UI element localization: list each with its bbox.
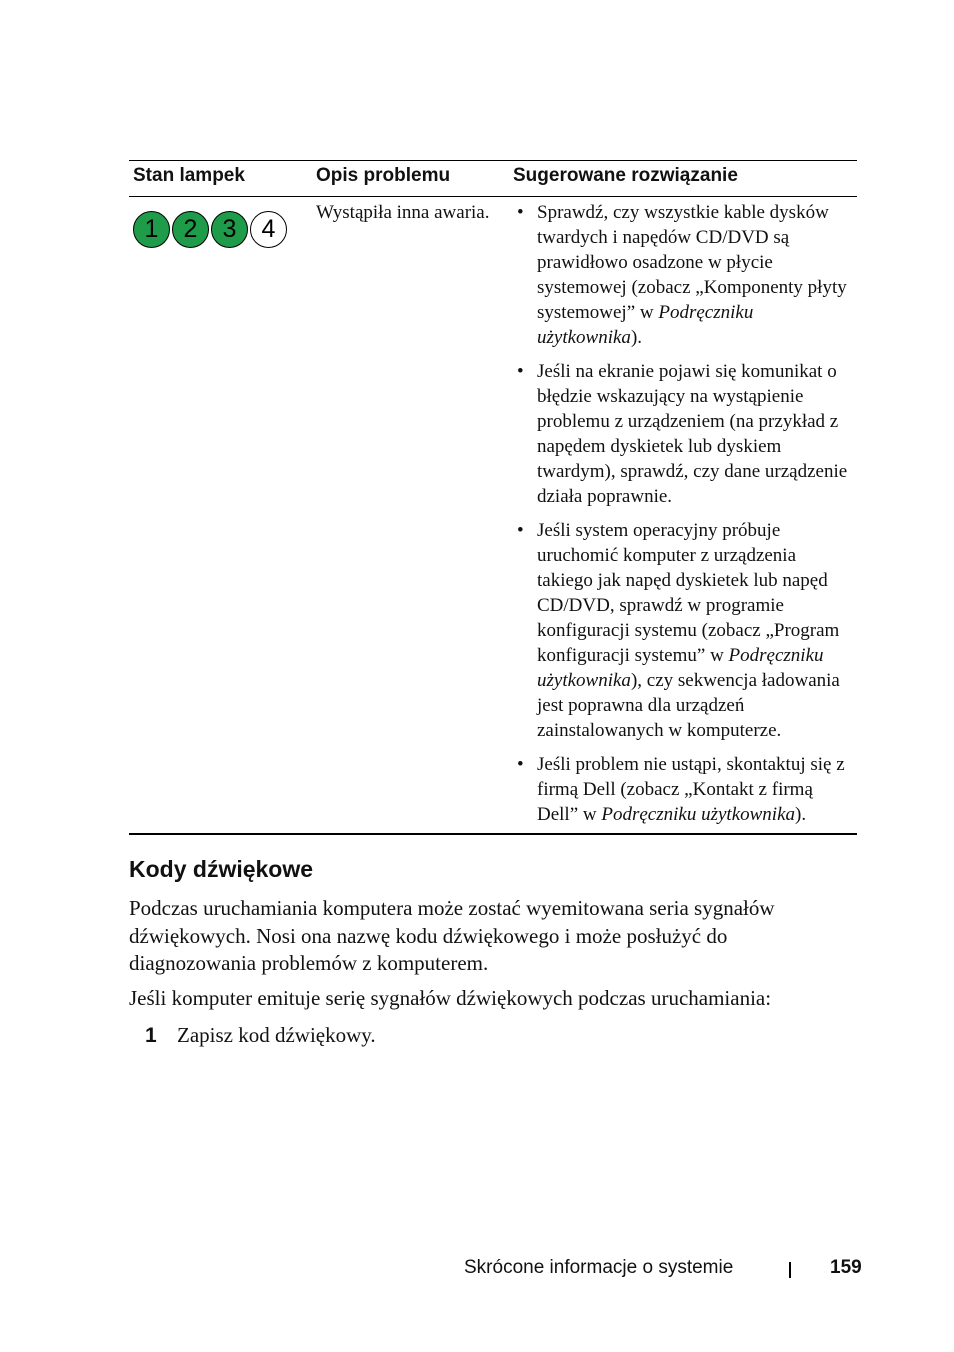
bullet-icon: • [517,202,524,223]
solution-item [517,359,853,509]
solution-text: Jeśli system operacyjny próbuje uruchomić komputer z urządzenia takiego jak napęd dyskietek lub napęd CD/DVD, sprawdź w programie konfiguracji systemu (zobacz „Program konfiguracji systemu” w [537,520,840,666]
step-number: 1 [145,1024,157,1047]
lead-paragraph: Jeśli komputer emituje serię sygnałów dźwiękowych podczas uruchamiania: [129,986,772,1010]
step-text: Zapisz kod dźwiękowy. [177,1023,376,1047]
manual-reference: Podręczniku użytkownika [601,804,796,825]
solution-text: Jeśli na ekranie pojawi się komunikat o błędzie wskazujący na wystąpienie problemu z urządzeniem (na przykład z napędem dyskietek lub dyskiem twardym), sprawdź, czy dane urządzenie działa poprawnie. [537,361,848,507]
led-pattern [133,211,287,249]
bullet-icon: • [517,361,524,382]
led-1-icon: 1 [133,211,170,248]
solution-list [517,200,853,836]
bullet-icon: • [517,520,524,541]
footer-title: Skrócone informacje o systemie [464,1257,734,1278]
step-item [145,1022,376,1049]
section-heading: Kody dźwiękowe [129,856,314,882]
solution-text: Jeśli problem nie ustąpi, skontaktuj się z firmą Dell (zobacz „Kontakt z firmą Dell” w [537,754,845,825]
solution-text-end: ), czy sekwencja ładowania jest poprawna dla urządzeń zainstalowanych w komputerze. [537,670,840,741]
header-light-status: Stan lampek [133,165,245,186]
solution-item [517,518,853,743]
table-top-rule [129,160,857,161]
page-number: 159 [830,1257,862,1278]
solution-item [517,752,853,827]
led-3-icon: 3 [211,211,248,248]
table-header-rule [129,196,857,197]
manual-reference: Podręczniku użytkownika [537,302,754,348]
intro-paragraph: Podczas uruchamiania komputera może zostać wyemitowana seria sygnałów dźwiękowych. Nosi ona nazwę kodu dźwiękowego i może posłużyć do diagnozowania problemów z komputerem. [129,896,775,975]
manual-reference: Podręczniku użytkownika [537,645,824,691]
header-problem-description: Opis problemu [316,165,451,186]
solution-text-end: ). [630,327,643,348]
footer-separator [789,1262,791,1278]
solution-item [517,200,853,350]
led-4-icon: 4 [250,211,287,248]
solution-text-end: ). [795,804,807,825]
problem-description: Wystąpiła inna awaria. [316,202,490,223]
solution-text: Sprawdź, czy wszystkie kable dysków twardych i napędów CD/DVD są prawidłowo osadzone w płycie systemowej (zobacz „Komponenty płyty systemowej” w [537,202,847,323]
bullet-icon: • [517,754,524,775]
table-bottom-rule [129,833,857,835]
led-2-icon: 2 [172,211,209,248]
header-suggested-solution: Sugerowane rozwiązanie [513,165,738,186]
